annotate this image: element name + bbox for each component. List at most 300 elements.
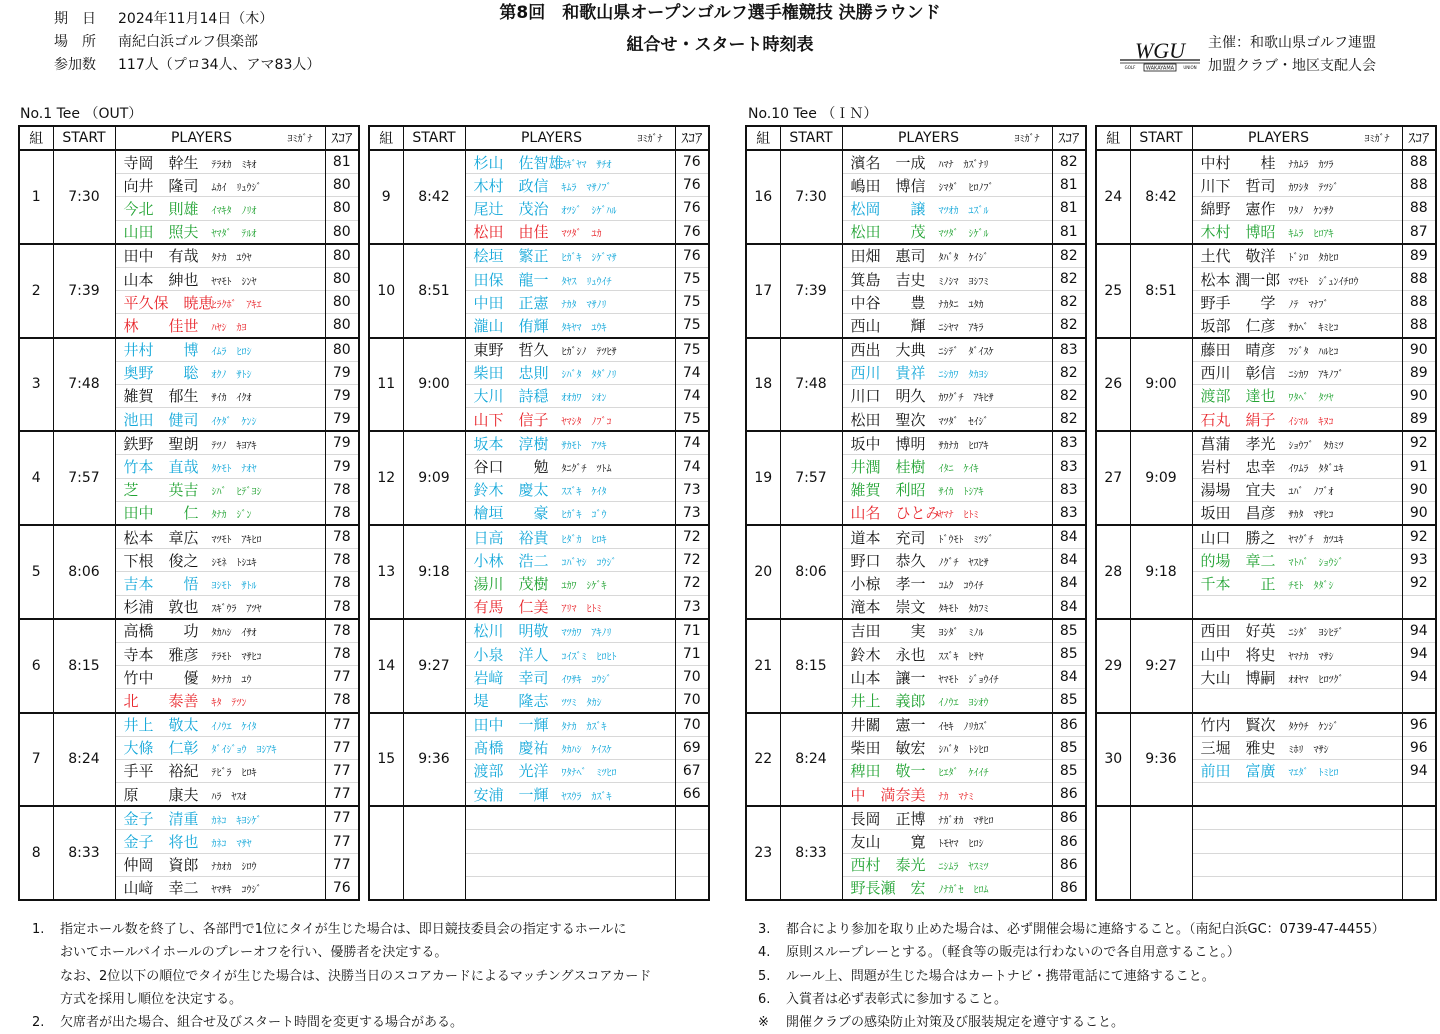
player-name: 西川 彰信 (1200, 364, 1276, 383)
player-name: 向井 隆司 (123, 176, 199, 195)
start-time: 8:42 (403, 150, 465, 244)
player-name: 瀧山 侑輝 (473, 316, 549, 335)
player-yomi: ﾏﾂﾓﾄ ｼﾞｭﾝｲﾁﾛｳ (1288, 276, 1359, 288)
start-time: 9:36 (1130, 713, 1192, 807)
player-score: 73 (675, 478, 709, 501)
player-score: 77 (325, 736, 359, 759)
player-cell (115, 572, 325, 595)
player-cell (115, 267, 325, 290)
player-yomi: ﾔﾏｻｷ ｺｳｼﾞ (211, 885, 262, 897)
table-row (746, 806, 1086, 830)
player-cell (465, 830, 675, 853)
group-number: 19 (746, 431, 780, 525)
player-name: 山﨑 幸二 (123, 879, 199, 898)
logo-right: UNION (1183, 65, 1197, 70)
player-yomi: ｻｲｶ ｲｸｵ (211, 393, 252, 405)
player-yomi: ﾋﾀﾞｶ ﾋﾛｷ (561, 534, 607, 546)
player-name: 谷口 勉 (473, 458, 549, 477)
player-yomi: ﾀﾔｽ ﾘｭｳｲﾁ (561, 276, 612, 288)
player-yomi: ﾃﾋﾞﾗ ﾋﾛｷ (211, 768, 257, 780)
player-cell (115, 642, 325, 665)
player-cell (1192, 501, 1402, 525)
player-cell (842, 853, 1052, 876)
player-cell (465, 501, 675, 525)
player-yomi: ﾏﾄﾊﾞ ｼｮｳｼﾞ (1288, 557, 1344, 569)
player-cell (115, 174, 325, 197)
note-key: 6. (758, 991, 771, 1007)
table-row (19, 619, 359, 643)
table-row (1096, 619, 1436, 643)
player-score: 78 (325, 595, 359, 619)
player-name: 井關 憲一 (850, 716, 926, 735)
col-score: ｽｺｱ (1402, 126, 1436, 150)
player-name: 中田 正憲 (473, 293, 549, 312)
note-line (32, 941, 651, 964)
player-score: 83 (1052, 431, 1086, 455)
player-cell (1192, 666, 1402, 689)
player-cell (1192, 478, 1402, 501)
col-players (115, 126, 325, 150)
player-yomi: ﾄﾓﾔﾏ ﾋﾛｼ (938, 839, 984, 851)
player-yomi: ﾑｶｲ ﾘｭｳｼﾞ (211, 182, 262, 194)
player-cell (842, 478, 1052, 501)
col-yomi: ﾖﾐｶﾞﾅ (1364, 134, 1390, 145)
player-cell (465, 361, 675, 384)
player-yomi: ﾆｼﾃﾞ ﾀﾞｲｽｹ (938, 347, 994, 359)
group-number: 15 (369, 713, 403, 807)
player-score: 78 (325, 619, 359, 643)
player-name: 渡部 光洋 (473, 762, 549, 781)
player-cell (842, 525, 1052, 549)
note-key (32, 988, 60, 1011)
player-cell (115, 783, 325, 807)
player-yomi: ｷﾀ ﾃﾂﾝ (211, 697, 247, 709)
player-yomi: ﾏﾂﾓﾄ ｱｷﾋﾛ (211, 534, 262, 546)
player-cell (1192, 174, 1402, 197)
info-value: 117人（プロ34人、アマ83人） (118, 57, 321, 73)
player-score: 89 (1402, 361, 1436, 384)
player-score: 76 (325, 876, 359, 900)
player-name: 高橋 功 (123, 622, 199, 641)
player-cell (842, 549, 1052, 572)
col-players (1192, 126, 1402, 150)
player-cell (465, 689, 675, 713)
player-yomi: ﾆｼﾀﾞ ﾖｼﾋﾃﾞ (1288, 628, 1344, 640)
player-yomi: ﾃﾗﾓﾄ ﾏｻﾋｺ (211, 651, 262, 663)
player-yomi: ｵｵｶﾜ ｼｵﾝ (561, 393, 607, 405)
group-number (1096, 806, 1130, 900)
player-name: 林 佳世 (123, 316, 199, 335)
start-time (1130, 806, 1192, 900)
col-yomi: ﾖﾐｶﾞﾅ (287, 134, 313, 145)
player-yomi: ﾔﾏﾀﾞ ﾃﾙｵ (211, 229, 257, 241)
player-score: 75 (675, 338, 709, 362)
player-name: 長岡 正博 (850, 809, 926, 828)
player-yomi: ｼﾓﾈ ﾄｼﾕｷ (211, 557, 257, 569)
player-yomi: ﾉｸﾞﾁ ﾔｽﾋｻ (938, 557, 989, 569)
table-row (369, 619, 709, 643)
player-cell (842, 361, 1052, 384)
table-row (369, 244, 709, 268)
table-row (1096, 806, 1436, 830)
player-yomi: ﾐﾎﾘ ﾏｻｼ (1288, 745, 1329, 757)
player-cell (842, 267, 1052, 290)
group-number: 9 (369, 150, 403, 244)
player-score: 82 (1052, 267, 1086, 290)
note-text: 方式を採用し順位を決定する。 (60, 991, 243, 1007)
player-score: 75 (675, 267, 709, 290)
table-row (369, 150, 709, 174)
player-cell (465, 197, 675, 220)
player-yomi: ｶﾜｼﾀ ﾃﾂｼﾞ (1288, 182, 1339, 194)
player-cell (465, 338, 675, 362)
player-name: 雑賀 郁生 (123, 387, 199, 406)
player-name: 野手 学 (1200, 293, 1276, 312)
player-yomi: ｵｸﾉ ｻﾄｼ (211, 370, 252, 382)
player-name: 柴田 敏宏 (850, 739, 926, 758)
group-number: 8 (19, 806, 53, 900)
player-yomi: ｻｲｶ ﾄｼｱｷ (938, 487, 984, 499)
player-score: 96 (1402, 736, 1436, 759)
player-yomi: ﾀﾆｸﾞﾁ ﾂﾄﾑ (561, 464, 612, 476)
table-row (746, 431, 1086, 455)
table-row (1096, 338, 1436, 362)
player-score: 85 (1052, 759, 1086, 782)
player-yomi: ﾂﾂﾐ ﾀｶｼ (561, 697, 602, 709)
player-cell (842, 220, 1052, 244)
player-name: 大川 詩穏 (473, 387, 549, 406)
player-name: 大條 仁彰 (123, 739, 199, 758)
player-score: 77 (325, 783, 359, 807)
player-score: 82 (1052, 314, 1086, 338)
player-cell (465, 736, 675, 759)
player-yomi: ｲﾀﾆ ｹｲｷ (938, 464, 979, 476)
player-score: 78 (325, 478, 359, 501)
player-score: 76 (675, 197, 709, 220)
group-number: 1 (19, 150, 53, 244)
player-cell (465, 853, 675, 876)
player-score: 70 (675, 666, 709, 689)
note-line (758, 1011, 1385, 1034)
player-yomi: ﾃﾗｵｶ ﾐｷｵ (211, 159, 257, 171)
player-score: 83 (1052, 501, 1086, 525)
player-yomi: ﾋｶﾞｼﾉ ﾃﾂﾋｻ (561, 347, 617, 359)
player-cell (465, 478, 675, 501)
player-score: 78 (325, 501, 359, 525)
col-yomi: ﾖﾐｶﾞﾅ (1014, 134, 1040, 145)
player-name: 坂田 昌彦 (1200, 504, 1276, 523)
player-cell (842, 619, 1052, 643)
player-score: 85 (1052, 736, 1086, 759)
player-cell (842, 806, 1052, 830)
player-score: 88 (1402, 150, 1436, 174)
player-yomi: ﾜﾀﾉ ｹﾝｻｸ (1288, 205, 1334, 217)
title-sub: 組合せ・スタート時刻表 (626, 35, 814, 55)
player-yomi: ﾜﾀﾍﾞ ﾀﾂﾔ (1288, 393, 1334, 405)
player-cell (842, 455, 1052, 478)
player-score: 77 (325, 806, 359, 830)
player-yomi: ｽｽﾞｷ ｹｲﾀ (561, 487, 607, 499)
player-name: 田畑 惠司 (850, 247, 926, 266)
player-name: 綿野 憲作 (1200, 199, 1276, 218)
player-name: 平久保 暁恵 (123, 293, 214, 312)
player-score: 86 (1052, 713, 1086, 737)
table-row (1096, 713, 1436, 737)
player-cell (1192, 572, 1402, 595)
player-cell (115, 525, 325, 549)
player-yomi: ﾆｼｶﾜ ｱｷﾉﾌﾞ (1288, 370, 1344, 382)
player-score: 81 (1052, 174, 1086, 197)
player-score (1402, 689, 1436, 713)
player-score: 70 (675, 713, 709, 737)
player-score: 78 (325, 525, 359, 549)
player-score (1402, 783, 1436, 807)
player-name: 野口 恭久 (850, 551, 926, 570)
player-score: 79 (325, 384, 359, 407)
player-name: 竹本 直哉 (123, 458, 199, 477)
col-start: START (1130, 126, 1192, 150)
player-cell (115, 619, 325, 643)
player-score: 83 (1052, 455, 1086, 478)
player-yomi: ﾅｶｵｶ ｼﾛｳ (211, 862, 257, 874)
player-cell (1192, 549, 1402, 572)
table-row (19, 244, 359, 268)
player-name: 箕島 吉史 (850, 270, 926, 289)
note-line (32, 988, 651, 1011)
player-yomi: ﾀｶﾊｼ ｹｲｽｹ (561, 745, 612, 757)
group-number: 5 (19, 525, 53, 619)
note-key: 1. (32, 922, 45, 937)
player-cell (115, 338, 325, 362)
player-yomi: ﾀｹﾅｶ ﾕｳ (211, 674, 252, 686)
start-time: 8:33 (53, 806, 115, 900)
start-time: 7:39 (780, 244, 842, 338)
player-cell (1192, 267, 1402, 290)
player-yomi: ｼﾊﾞ ﾋﾃﾞﾖｼ (211, 487, 262, 499)
note-line (758, 941, 1385, 964)
group-number: 23 (746, 806, 780, 900)
player-name: 雑賀 利昭 (850, 481, 926, 500)
player-score: 70 (675, 689, 709, 713)
player-cell (842, 666, 1052, 689)
player-cell (1192, 455, 1402, 478)
player-yomi: ｶﾜｸﾞﾁ ｱｷﾋｻ (938, 393, 994, 405)
player-yomi: ｵﾂｼﾞ ｼｹﾞﾊﾙ (561, 205, 617, 217)
player-score: 90 (1402, 384, 1436, 407)
player-yomi: ｲﾉｳｴ ﾖｼｵｳ (938, 697, 989, 709)
player-name: 稗田 敬一 (850, 762, 926, 781)
player-score: 82 (1052, 244, 1086, 268)
table-row (19, 150, 359, 174)
player-name: 山下 信子 (473, 410, 549, 429)
table-row (746, 244, 1086, 268)
player-cell (1192, 338, 1402, 362)
player-yomi: ﾏﾂｵｶ ﾕｽﾞﾙ (938, 205, 989, 217)
player-name: 小椋 孝一 (850, 574, 926, 593)
note-text: 開催クラブの感染防止対策及び服装規定を遵守すること。 (786, 1015, 1125, 1031)
table-row (1096, 244, 1436, 268)
start-time (403, 806, 465, 900)
player-score: 86 (1052, 806, 1086, 830)
player-score: 88 (1402, 314, 1436, 338)
player-score: 86 (1052, 830, 1086, 853)
player-score: 84 (1052, 525, 1086, 549)
player-score: 82 (1052, 291, 1086, 314)
player-cell (1192, 619, 1402, 643)
player-yomi: ﾄﾞｳﾓﾄ ﾐﾂｼﾞ (938, 534, 994, 546)
notes-left (32, 918, 651, 1034)
group-number: 12 (369, 431, 403, 525)
player-cell (115, 150, 325, 174)
player-yomi: ﾏﾂﾀﾞ ﾕｶ (561, 229, 602, 241)
player-score: 74 (675, 431, 709, 455)
player-cell (1192, 876, 1402, 900)
start-time: 8:06 (53, 525, 115, 619)
start-time: 7:30 (780, 150, 842, 244)
note-key: 3. (758, 922, 771, 937)
player-yomi: ﾉﾃ ﾏﾅﾌﾞ (1288, 299, 1329, 311)
player-score: 78 (325, 642, 359, 665)
player-cell (465, 174, 675, 197)
player-score (675, 830, 709, 853)
player-cell (115, 549, 325, 572)
sponsor-line: 主催：和歌山県ゴルフ連盟 (1208, 35, 1376, 51)
player-cell (842, 291, 1052, 314)
group-number: 2 (19, 244, 53, 338)
col-start: START (780, 126, 842, 150)
player-yomi: ﾔﾏﾓﾄ ｼﾞｮｳｲﾁ (938, 674, 999, 686)
group-number: 13 (369, 525, 403, 619)
note-line (32, 918, 651, 941)
col-players-label: PLAYERS (897, 130, 960, 146)
start-time: 9:18 (403, 525, 465, 619)
player-score: 82 (1052, 408, 1086, 432)
player-name: 奥野 聡 (123, 364, 199, 383)
player-score: 81 (325, 150, 359, 174)
player-score: 94 (1402, 759, 1436, 782)
player-name: 川口 明久 (850, 387, 926, 406)
player-yomi: ﾏｴﾀﾞ ﾄﾐﾋﾛ (1288, 768, 1339, 780)
player-score (1402, 806, 1436, 830)
player-name: 竹内 賢次 (1200, 716, 1276, 735)
group-number: 18 (746, 338, 780, 432)
player-yomi: ｲﾑﾗ ﾋﾛｼ (211, 347, 252, 359)
player-score: 84 (1052, 572, 1086, 595)
player-score: 82 (1052, 361, 1086, 384)
player-yomi: ﾔﾏﾅｶ ﾏｻｼ (1288, 651, 1334, 663)
player-yomi: ﾔﾏﾓﾄ ｼﾝﾔ (211, 276, 257, 288)
player-cell (465, 642, 675, 665)
player-name: 山名 ひとみ (850, 504, 941, 523)
start-time: 8:24 (53, 713, 115, 807)
player-name: 滝本 崇文 (850, 598, 926, 617)
player-name: 西田 好英 (1200, 622, 1276, 641)
player-score: 80 (325, 267, 359, 290)
group-number: 10 (369, 244, 403, 338)
player-cell (465, 783, 675, 807)
player-name: 井上 義郎 (850, 691, 926, 710)
group-number: 14 (369, 619, 403, 713)
player-name: 西川 貴祥 (850, 364, 926, 383)
player-score: 77 (325, 830, 359, 853)
player-yomi: ﾖｼﾓﾄ ｻﾄﾙ (211, 580, 257, 592)
player-name: 田中 仁 (123, 504, 199, 523)
group-number: 20 (746, 525, 780, 619)
table-row (369, 525, 709, 549)
player-score: 74 (675, 361, 709, 384)
player-score: 81 (1052, 220, 1086, 244)
player-name: 田保 龍一 (473, 270, 549, 289)
table-row (746, 713, 1086, 737)
start-time: 9:00 (403, 338, 465, 432)
player-cell (1192, 642, 1402, 665)
player-cell (465, 525, 675, 549)
player-score: 74 (675, 455, 709, 478)
player-name: 吉田 実 (850, 622, 926, 641)
player-cell (842, 384, 1052, 407)
header-row (19, 126, 359, 150)
table-row (1096, 525, 1436, 549)
player-cell (115, 314, 325, 338)
player-yomi: ｵｵﾔﾏ ﾋﾛﾂｸﾞ (1288, 674, 1344, 686)
col-group: 組 (19, 126, 53, 150)
player-score: 82 (1052, 384, 1086, 407)
player-cell (842, 197, 1052, 220)
col-players-label: PLAYERS (520, 130, 583, 146)
table-row (19, 525, 359, 549)
player-score: 92 (1402, 572, 1436, 595)
table-row (19, 806, 359, 830)
player-cell (115, 853, 325, 876)
player-name: 山中 将史 (1200, 645, 1276, 664)
player-score (675, 806, 709, 830)
player-yomi: ｽｷﾞﾔﾏ ｻﾁｵ (561, 159, 612, 171)
player-cell (115, 361, 325, 384)
group-number: 25 (1096, 244, 1130, 338)
player-yomi: ﾔﾏﾅ ﾋﾄﾐ (938, 510, 979, 522)
start-time: 7:30 (53, 150, 115, 244)
player-cell (1192, 806, 1402, 830)
col-start: START (403, 126, 465, 150)
player-name: 濱名 一成 (850, 153, 926, 172)
note-text: 入賞者は必ず表彰式に参加すること。 (786, 991, 1008, 1007)
player-yomi: ｲｼﾏﾙ ｷﾇｺ (1288, 416, 1334, 428)
start-time: 9:09 (403, 431, 465, 525)
note-text: おいてホールバイホールのプレーオフを行い、優勝者を決定する。 (60, 945, 448, 961)
player-cell (842, 150, 1052, 174)
start-time: 9:27 (1130, 619, 1192, 713)
table-row (746, 525, 1086, 549)
player-name: 坂中 博明 (850, 434, 926, 453)
player-score: 81 (1052, 197, 1086, 220)
start-time: 9:36 (403, 713, 465, 807)
player-name: 藤田 晴彦 (1200, 341, 1276, 360)
start-time: 8:51 (403, 244, 465, 338)
note-text: ルール上、問題が生じた場合はカートナビ・携帯電話にて連絡すること。 (786, 968, 1215, 984)
tee-label-in: No.10 Tee （ＩＮ） (748, 106, 878, 122)
player-yomi: ｲﾜﾑﾗ ﾀﾀﾞﾕｷ (1288, 464, 1344, 476)
player-score: 80 (325, 197, 359, 220)
player-cell (465, 455, 675, 478)
start-time: 8:15 (780, 619, 842, 713)
player-name: 川下 哲司 (1200, 176, 1276, 195)
info-value: 2024年11月14日（木） (118, 11, 274, 27)
player-cell (115, 244, 325, 268)
header-row (746, 126, 1086, 150)
player-yomi: ﾀﾅｶ ｼﾞﾝ (211, 510, 252, 522)
start-time: 8:51 (1130, 244, 1192, 338)
player-score: 73 (675, 595, 709, 619)
